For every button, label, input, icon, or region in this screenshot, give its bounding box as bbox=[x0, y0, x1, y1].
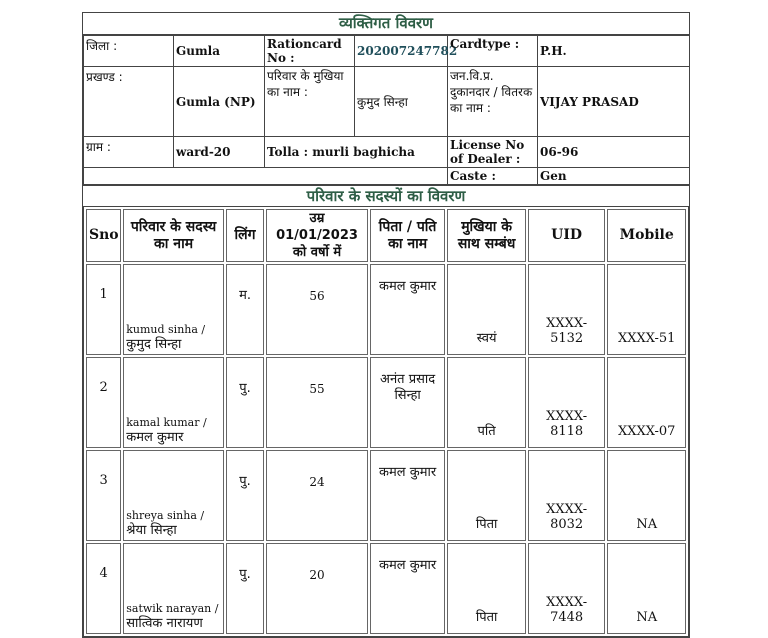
row-member-name bbox=[123, 450, 224, 541]
row-gender: पु. bbox=[226, 450, 264, 541]
header-member-name: परिवार के सदस्य का नाम bbox=[123, 209, 224, 262]
rationcard-value: 202007247782 bbox=[355, 36, 448, 67]
license-label: License No of Dealer : bbox=[448, 137, 538, 168]
cardtype-label: Cardtype : bbox=[448, 36, 538, 67]
caste-value: Gen bbox=[538, 168, 690, 185]
row-relation: पिता bbox=[447, 450, 526, 541]
row-sno: 2 bbox=[86, 357, 121, 448]
row-uid: XXXX-7448 bbox=[528, 543, 606, 634]
row-father-husband: कमल कुमार bbox=[370, 450, 446, 541]
empty-cell bbox=[84, 168, 448, 185]
row-relation: स्वयं bbox=[447, 264, 526, 355]
dealer-value: VIJAY PRASAD bbox=[538, 67, 690, 137]
member-name-hi: श्रेया सिन्हा bbox=[126, 523, 177, 538]
row-age: 55 bbox=[266, 357, 368, 448]
header-mobile: Mobile bbox=[607, 209, 686, 262]
row-relation: पति bbox=[447, 357, 526, 448]
header-relation: मुखिया के साथ सम्बंध bbox=[447, 209, 526, 262]
tolla-text: Tolla : murli baghicha bbox=[265, 137, 448, 168]
row-mobile: NA bbox=[607, 543, 686, 634]
row-mobile: NA bbox=[607, 450, 686, 541]
row-father-husband: कमल कुमार bbox=[370, 543, 446, 634]
members-header-row bbox=[86, 209, 686, 262]
row-father-husband: कमल कुमार bbox=[370, 264, 446, 355]
row-age: 24 bbox=[266, 450, 368, 541]
header-gender: लिंग bbox=[226, 209, 264, 262]
district-value: Gumla bbox=[174, 36, 265, 67]
member-name-hi: सात्विक नारायण bbox=[126, 616, 203, 631]
village-value: ward-20 bbox=[174, 137, 265, 168]
row-relation: पिता bbox=[447, 543, 526, 634]
row-member-name bbox=[123, 264, 224, 355]
row-gender: म. bbox=[226, 264, 264, 355]
table-row bbox=[86, 357, 686, 448]
member-name-hi: कमल कुमार bbox=[126, 430, 184, 445]
row-mobile: XXXX-51 bbox=[607, 264, 686, 355]
family-head-value: कुमुद सिन्हा bbox=[355, 67, 448, 137]
row-uid: XXXX-8118 bbox=[528, 357, 606, 448]
member-name-en: kamal kumar / bbox=[126, 416, 207, 429]
header-uid: UID bbox=[528, 209, 606, 262]
header-father-husband: पिता / पति का नाम bbox=[370, 209, 446, 262]
row-gender: पु. bbox=[226, 357, 264, 448]
personal-info-table bbox=[83, 35, 690, 185]
dealer-label: जन.वि.प्र. दुकानदार / वितरक का नाम : bbox=[448, 67, 538, 137]
table-row bbox=[86, 450, 686, 541]
members-title: परिवार के सदस्यों का विवरण bbox=[83, 185, 689, 206]
village-label: ग्राम : bbox=[84, 137, 174, 168]
row-sno: 1 bbox=[86, 264, 121, 355]
row-age: 56 bbox=[266, 264, 368, 355]
row-sno: 4 bbox=[86, 543, 121, 634]
row-father-husband: अनंत प्रसाद सिन्हा bbox=[370, 357, 446, 448]
row-mobile: XXXX-07 bbox=[607, 357, 686, 448]
license-value: 06-96 bbox=[538, 137, 690, 168]
member-name-en: satwik narayan / bbox=[126, 602, 219, 615]
member-name-hi: कुमुद सिन्हा bbox=[126, 337, 182, 352]
rationcard-label: Rationcard No : bbox=[265, 36, 355, 67]
header-sno: Sno bbox=[86, 209, 121, 262]
cardtype-value: P.H. bbox=[538, 36, 690, 67]
row-gender: पु. bbox=[226, 543, 264, 634]
member-name-en: shreya sinha / bbox=[126, 509, 205, 522]
family-head-label: परिवार के मुखिया का नाम : bbox=[265, 67, 355, 137]
block-value: Gumla (NP) bbox=[174, 67, 265, 137]
header-age: उम्र 01/01/2023 को वर्षो में bbox=[266, 209, 368, 262]
district-label: जिला : bbox=[84, 36, 174, 67]
row-member-name bbox=[123, 543, 224, 634]
table-row bbox=[86, 264, 686, 355]
caste-label: Caste : bbox=[448, 168, 538, 185]
row-uid: XXXX-8032 bbox=[528, 450, 606, 541]
row-member-name bbox=[123, 357, 224, 448]
row-age: 20 bbox=[266, 543, 368, 634]
block-label: प्रखण्ड : bbox=[84, 67, 174, 137]
ration-card-details bbox=[82, 12, 690, 638]
row-uid: XXXX-5132 bbox=[528, 264, 606, 355]
members-table bbox=[83, 206, 689, 637]
table-row bbox=[86, 543, 686, 634]
row-sno: 3 bbox=[86, 450, 121, 541]
page-title: व्यक्तिगत विवरण bbox=[83, 13, 689, 35]
member-name-en: kumud sinha / bbox=[126, 323, 206, 336]
